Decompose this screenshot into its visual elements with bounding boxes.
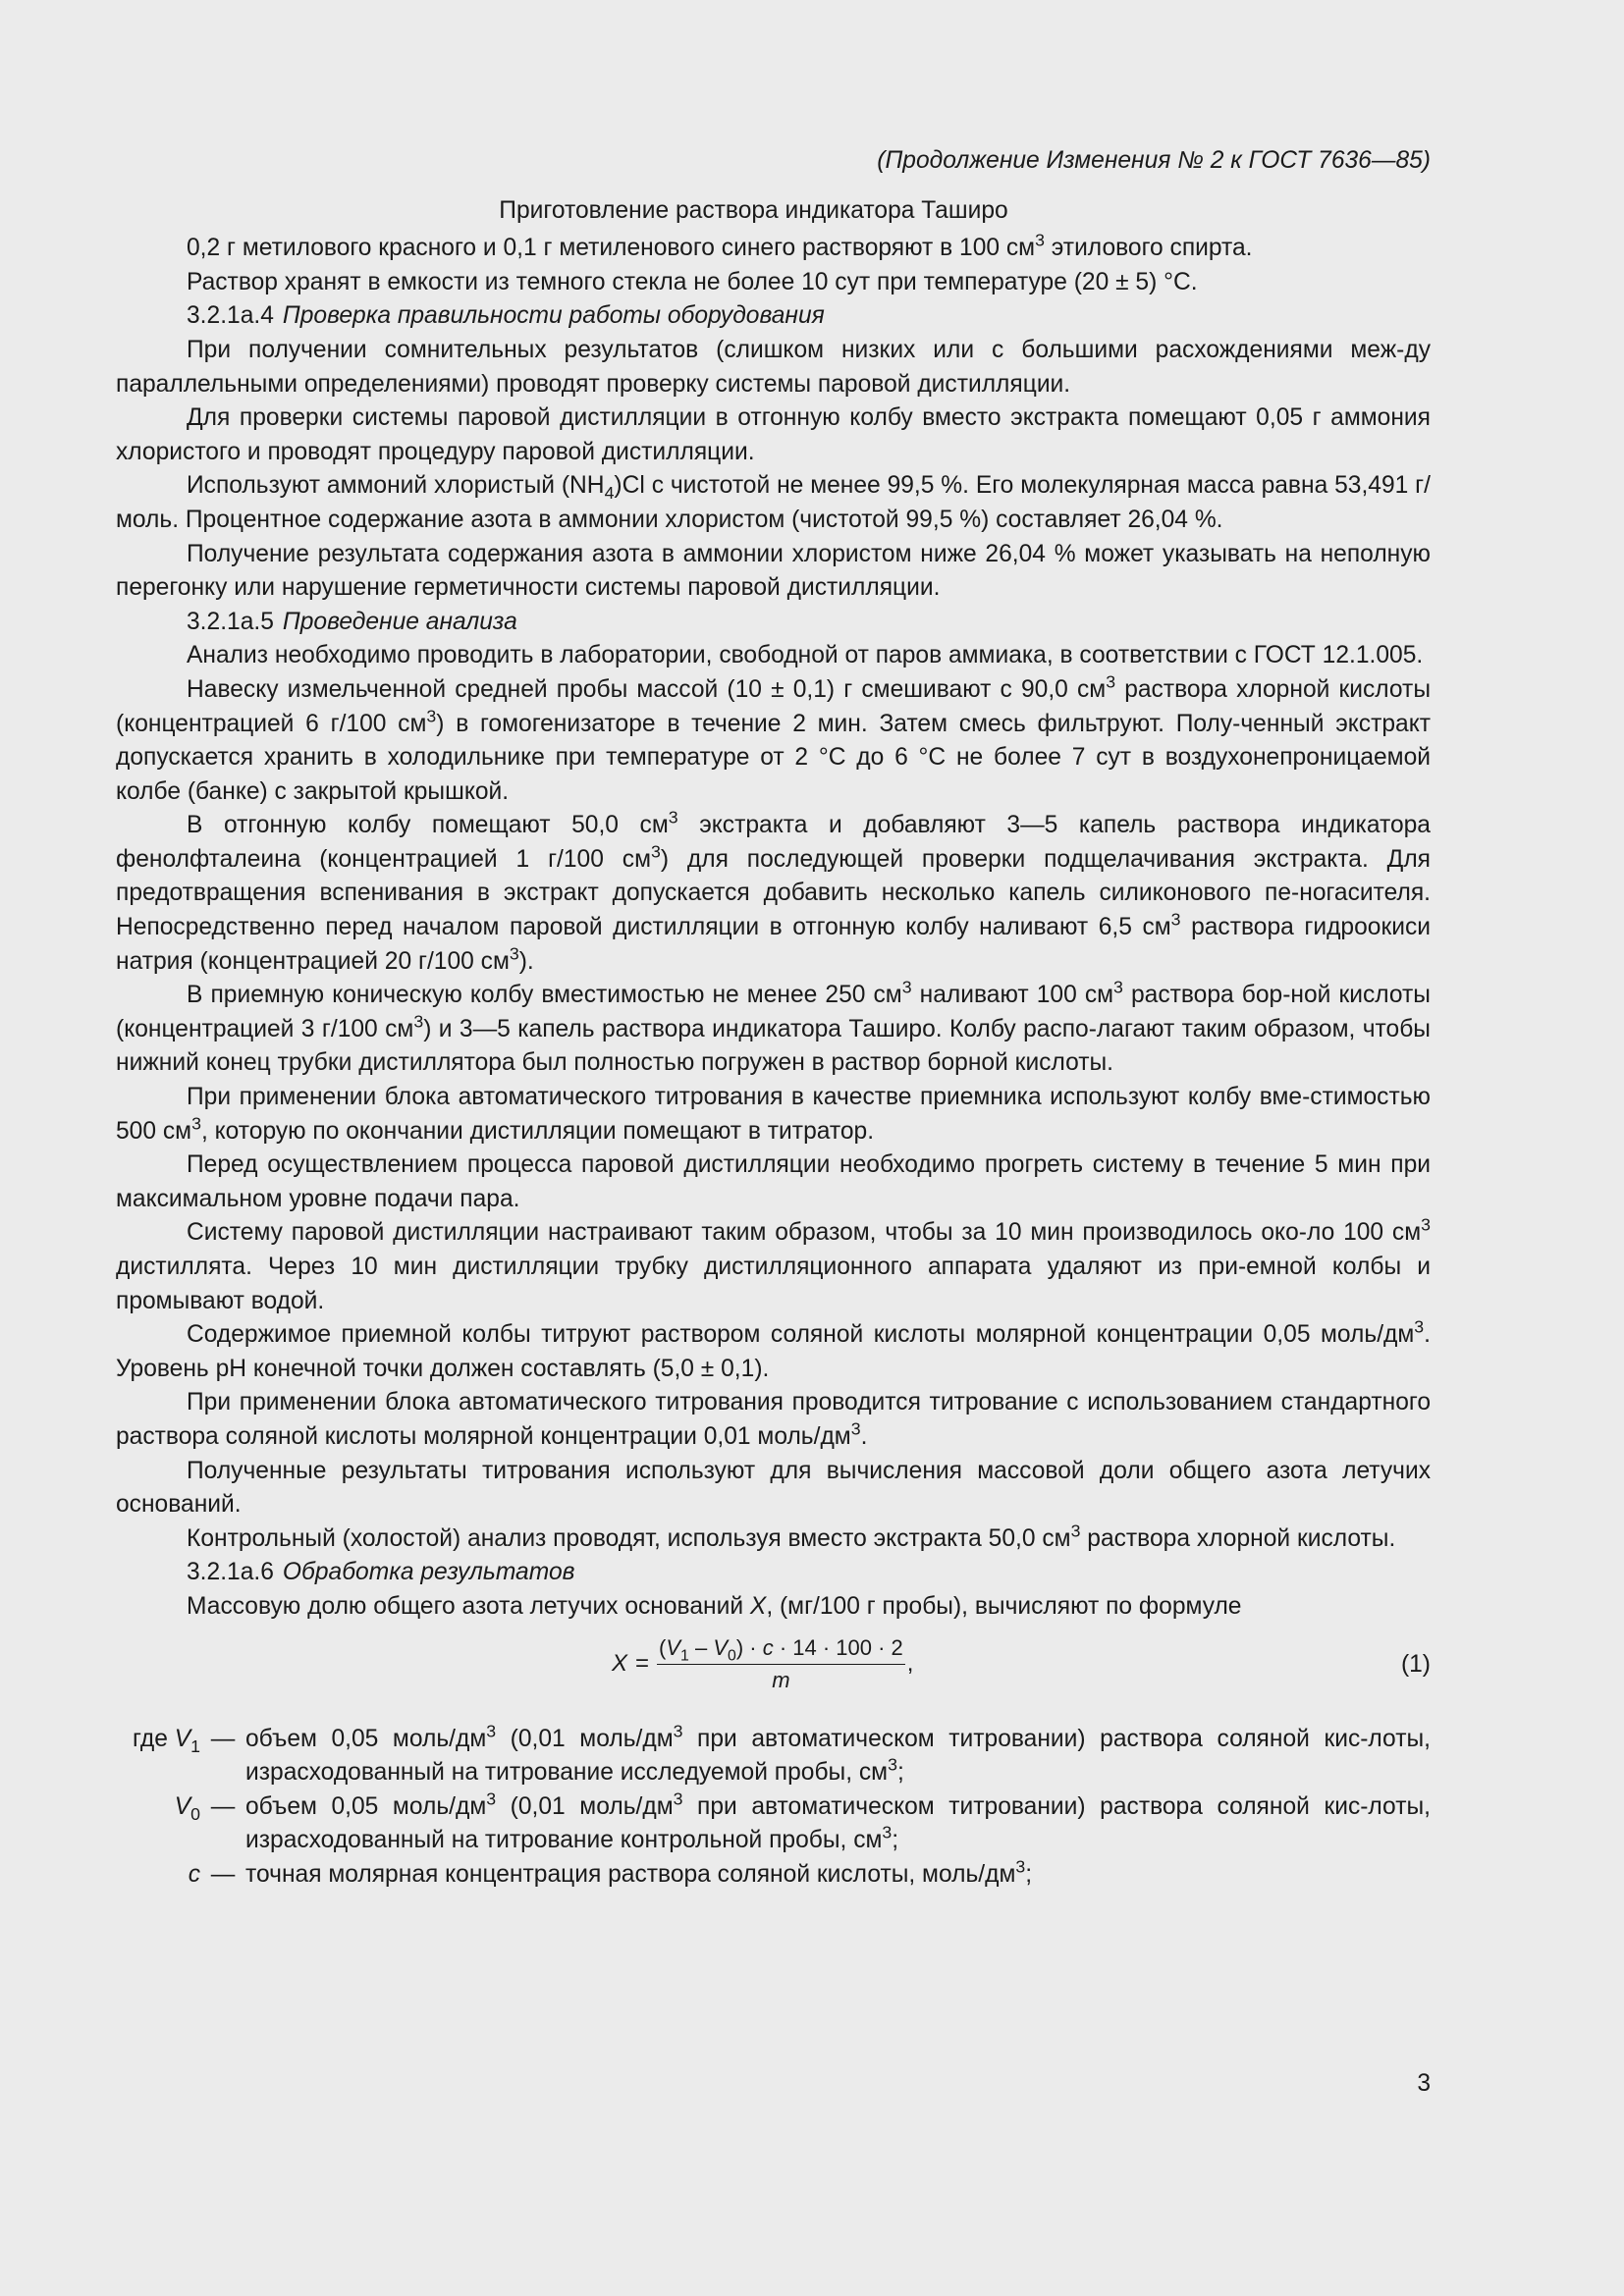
subsection-heading: 3.2.1а.6 Обработка результатов: [187, 1559, 575, 1586]
definition-text: объем 0,05 моль/$дм^3$ (0,01 моль/$дм^3$ при автоматическом титровании) раствора соляной кис-лоты, израсходованный на титрование контрольной пробы, $см^3$;: [245, 1788, 1431, 1854]
variable-definitions: [116, 1720, 1431, 1893]
paragraph: Систему паровой дистилляции настраивают таким образом, чтобы за 10 мин производилось око-ло 100 $см^3$ дистиллята. Через 10 мин дистилляции трубку дистилляционного аппарата удаляют из при-емной колбы и промывают водой.: [116, 1214, 1431, 1314]
paragraph: 0,2 г метилового красного и 0,1 г метиленового синего растворяют в 100 $см^3$ этилового спирта.: [187, 230, 1253, 262]
paragraph: Содержимое приемной колбы титруют раствором соляной кислоты молярной концентрации 0,05 моль/$дм^3$. Уровень pH конечной точки должен составлять (5,0 ± 0,1).: [116, 1316, 1431, 1382]
subsection-heading: 3.2.1а.4 Проверка правильности работы оборудования: [187, 302, 825, 330]
equation-number: (1): [1400, 1650, 1431, 1678]
section-title: Приготовление раствора индикатора Таширо: [499, 196, 1008, 224]
definition-symbol: c: [188, 1860, 200, 1888]
paragraph: Навеску измельченной средней пробы массой (10 ± 0,1) г смешивают с 90,0 $см^3$ раствора хлорной кислоты (концентрацией 6 г/100 $см^3$) в гомогенизаторе в течение 2 мин. Затем смесь фильтруют. Полу-ченный экстракт допускается хранить в холодильнике при температуре от 2 °С до 6 °С не более 7 сут в воздухонепроницаемой колбе (банке) с закрытой крышкой.: [116, 671, 1432, 805]
running-head: (Продолжение Изменения № 2 к ГОСТ 7636—85): [877, 147, 1431, 174]
paragraph: Перед осуществлением процесса паровой дистилляции необходимо прогреть систему в течение 5 мин при максимальном уровне подачи пара.: [116, 1151, 1431, 1212]
formula-lhs: X: [612, 1649, 628, 1677]
formula-numerator: $(V_1 - V_0) \cdot c \cdot 14 \cdot 100 \cdot 2$: [659, 1634, 903, 1665]
paragraph: В отгонную колбу помещают 50,0 $см^3$ экстракта и добавляют 3—5 капель раствора индикатора фенолфталеина (концентрацией 1 г/100 $см^3$) для последующей проверки подщелачивания экстракта. Для предотвращения вспенивания в экстракт допускается добавить несколько капель силиконового пе-ногасителя. Непосредственно перед началом паровой дистилляции в отгонную колбу наливают 6,5 $см^3$ раствора гидроокиси натрия (концентрацией 20 г/100 $см^3$).: [116, 807, 1431, 975]
paragraph: При получении сомнительных результатов (слишком низких или с большими расхождениями меж-ду параллельными определениями) проводят проверку системы паровой дистилляции.: [116, 336, 1431, 398]
paragraph: Для проверки системы паровой дистилляции в отгонную колбу вместо экстракта помещают 0,05 г аммония хлористого и проводят процедуру паровой дистилляции.: [116, 404, 1431, 465]
paragraph: При применении блока автоматического титрования в качестве приемника используют колбу вме-стимостью 500 $см^3$, которую по окончании дистилляции помещают в титратор.: [116, 1084, 1431, 1145]
paragraph: Раствор хранят в емкости из темного стекла не более 10 сут при температуре (20 ± 5) °С.: [187, 268, 1198, 295]
definition-row: где $V_1$ — объем 0,05 моль/$дм^3$ (0,01 моль/$дм^3$ при автоматическом титровании) раствора соляной кис-лоты, израсходованный на титрование исследуемой пробы, $см^3$;: [116, 1723, 1431, 1790]
definition-symbol: где $V_1$: [133, 1725, 200, 1756]
paragraph: В приемную коническую колбу вместимостью не менее 250 $см^3$ наливают 100 $см^3$ раствора бор-ной кислоты (концентрацией 3 г/100 $см^3$) и 3—5 капель раствора индикатора Таширо. Колбу распо-лагают таким образом, чтобы нижний конец трубки дистиллятора был полностью погружен в раствор борной кислоты.: [116, 977, 1431, 1077]
definition-text: объем 0,05 моль/$дм^3$ (0,01 моль/$дм^3$ при автоматическом титровании) раствора соляной кис-лоты, израсходованный на титрование исследуемой пробы, $см^3$;: [245, 1720, 1431, 1787]
paragraph: Анализ необходимо проводить в лаборатории, свободной от паров аммиака, в соответствии с ГОСТ 12.1.005.: [187, 642, 1424, 669]
subsection-heading: 3.2.1а.5 Проведение анализа: [187, 608, 517, 635]
definition-symbol: $V_0$: [174, 1792, 200, 1824]
definition-text: точная молярная концентрация раствора соляной кислоты, моль/$дм^3$;: [245, 1856, 1033, 1888]
paragraph: Используют аммоний хлористый $(NH_4)Cl$ с чистотой не менее 99,5 %. Его молекулярная масса равна 53,491 г/моль. Процентное содержание азота в аммонии хлористом (чистотой 99,5 %) составляет 26,04 %.: [116, 472, 1431, 533]
page-number: 3: [1417, 2070, 1431, 2097]
definition-row: c — точная молярная концентрация раствора соляной кислоты, моль/$дм^3$;: [116, 1858, 1431, 1893]
page-content: [116, 144, 1431, 1893]
formula-equals: =: [635, 1649, 650, 1677]
paragraph: Получение результата содержания азота в аммонии хлористом ниже 26,04 % может указывать на неполную перегонку или нарушение герметичности системы паровой дистилляции.: [116, 540, 1431, 602]
paragraph: При применении блока автоматического титрования проводится титрование с использованием стандартного раствора соляной кислоты молярной концентрации 0,01 моль/$дм^3$.: [116, 1389, 1431, 1450]
formula-denominator: m: [772, 1667, 790, 1692]
paragraph: Контрольный (холостой) анализ проводят, используя вместо экстракта 50,0 $см^3$ раствора хлорной кислоты.: [187, 1521, 1396, 1552]
formula-fraction: [657, 1634, 905, 1694]
paragraph: Массовую долю общего азота летучих оснований X, (мг/100 г пробы), вычисляют по формуле: [187, 1592, 1242, 1620]
formula-block: [116, 1630, 1431, 1705]
definition-row: $V_0$ — объем 0,05 моль/$дм^3$ (0,01 моль/$дм^3$ при автоматическом титровании) раствора соляной кис-лоты, израсходованный на титрование контрольной пробы, $см^3$;: [116, 1790, 1431, 1858]
paragraph: Полученные результаты титрования используют для вычисления массовой доли общего азота летучих оснований.: [116, 1457, 1431, 1519]
formula: X = $\frac{(V_1 - V_0) \cdot c \cdot 14 \cdot 100 \cdot 2}{m}$ ,: [612, 1634, 914, 1692]
